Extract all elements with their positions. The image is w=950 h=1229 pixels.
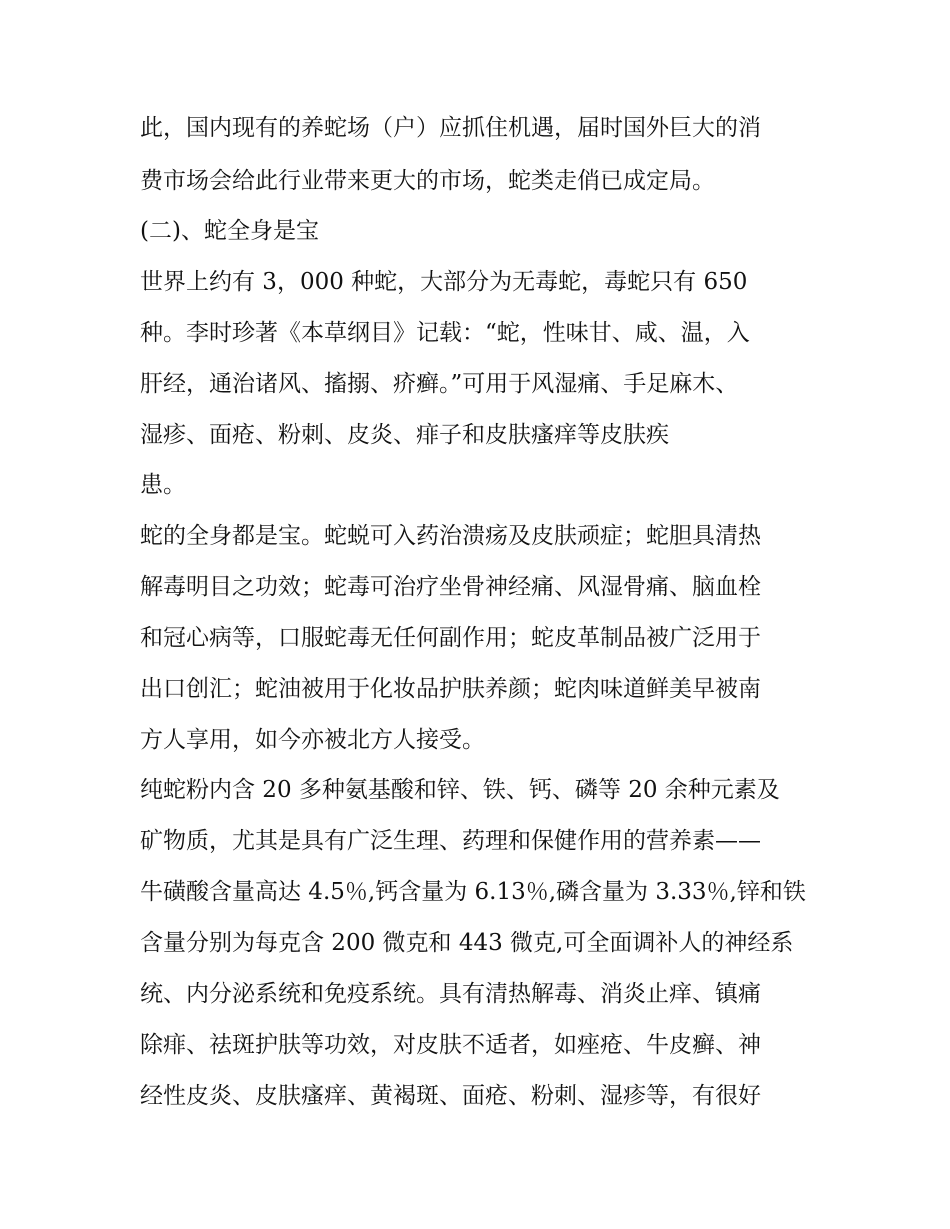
- text-line: 患。: [140, 472, 186, 498]
- text-line: 肝经，通治诸风、搐搦、疥癣。”可用于风湿痛、手足麻木、: [140, 371, 739, 397]
- text-line: 和冠心病等，口服蛇毒无任何副作用；蛇皮革制品被广泛用于: [140, 625, 761, 651]
- text-line: 湿疹、面疮、粉刺、皮炎、痱子和皮肤瘙痒等皮肤疾: [140, 422, 669, 448]
- text-line: 经性皮炎、皮肤瘙痒、黄褐斑、面疮、粉刺、湿疹等，有很好: [140, 1083, 761, 1109]
- text-line: 解毒明目之功效；蛇毒可治疗坐骨神经痛、风湿骨痛、脑血栓: [140, 574, 761, 600]
- text-line: 世界上约有 3，000 种蛇，大部分为无毒蛇，毒蛇只有 650: [140, 269, 748, 295]
- text-line: 统、内分泌系统和免疫系统。具有清热解毒、消炎止痒、镇痛: [140, 981, 761, 1007]
- text-line: 出口创汇；蛇油被用于化妆品护肤养颜；蛇肉味道鲜美早被南: [140, 676, 761, 702]
- text-line: 纯蛇粉内含 20 多种氨基酸和锌、铁、钙、磷等 20 余种元素及: [140, 777, 780, 803]
- section-heading: (二)、蛇全身是宝: [140, 218, 319, 244]
- text-line: 蛇的全身都是宝。蛇蜕可入药治溃疡及皮肤顽症；蛇胆具清热: [140, 523, 761, 549]
- text-line: 此，国内现有的养蛇场（户）应抓住机遇，届时国外巨大的消: [140, 115, 761, 141]
- text-line: 矿物质，尤其是具有广泛生理、药理和保健作用的营养素——: [140, 828, 761, 854]
- text-line: 费市场会给此行业带来更大的市场，蛇类走俏已成定局。: [140, 168, 715, 194]
- text-line: 含量分别为每克含 200 微克和 443 微克,可全面调补人的神经系: [140, 930, 794, 956]
- text-line: 种。李时珍著《本草纲目》记载：“蛇，性味甘、咸、温，入: [140, 320, 750, 346]
- text-line: 除痱、祛斑护肤等功效，对皮肤不适者，如痤疮、牛皮癣、神: [140, 1032, 761, 1058]
- text-line: 牛磺酸含量高达 4.5％,钙含量为 6.13％,磷含量为 3.33％,锌和铁: [140, 879, 806, 905]
- text-line: 方人享用，如今亦被北方人接受。: [140, 727, 485, 753]
